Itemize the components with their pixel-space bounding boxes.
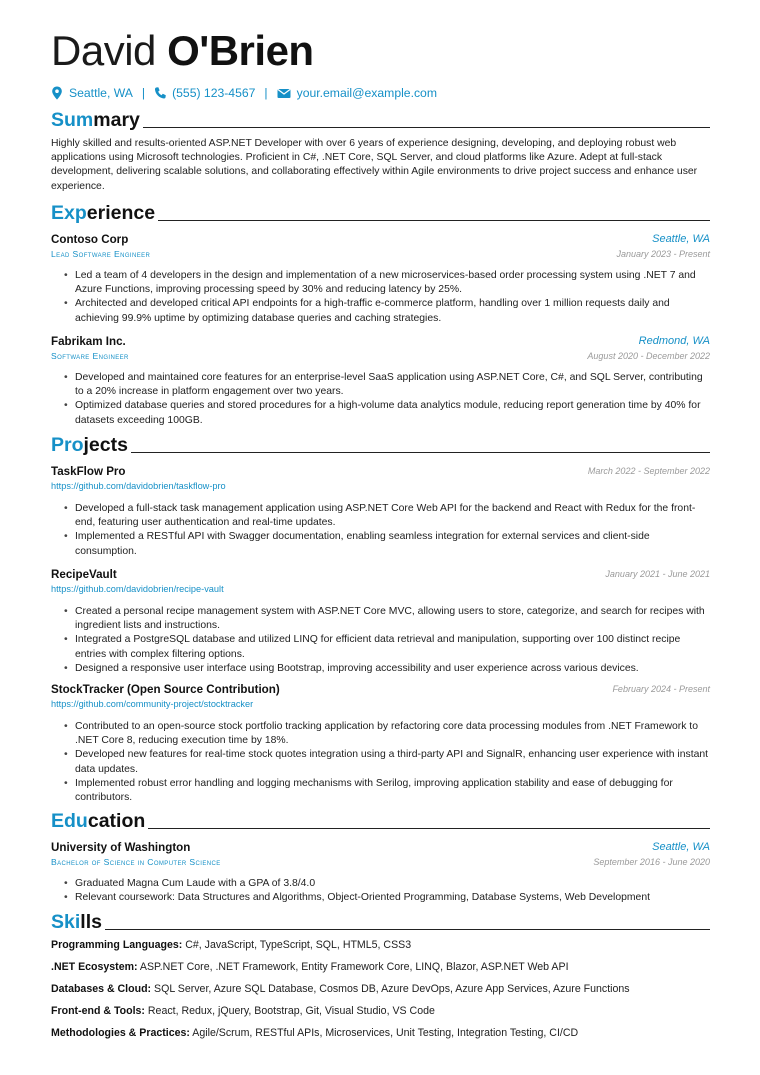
project-dates: February 2024 - Present — [612, 684, 710, 694]
job-location: Seattle, WA — [652, 233, 710, 245]
section-rule — [131, 452, 710, 453]
candidate-name — [51, 28, 314, 74]
project-name: TaskFlow Pro — [51, 465, 126, 478]
map-pin-icon — [51, 86, 63, 100]
contact-separator: | — [141, 86, 146, 100]
summary-text: Highly skilled and results-oriented ASP.NET Developer with over 6 years of experience designing, developing, and deploying robust web applications using Microsoft technologies. Proficient in C#, .NET Core, SQL Server, and cloud platforms like Azure. Adept at full-stack development, delivering scalable solutions, and collaborating effectively within Agile environments to drive project success and enhance user experience. — [51, 138, 698, 192]
skill-value: C#, JavaScript, TypeScript, SQL, HTML5, CSS3 — [185, 939, 412, 951]
heading-accent: Edu — [51, 810, 88, 832]
section-rule — [158, 220, 710, 221]
job-dates: August 2020 - December 2022 — [587, 351, 710, 361]
heading-rest: erience — [86, 202, 156, 224]
last-name: O'Brien — [167, 27, 314, 74]
experience-bullets — [64, 269, 710, 326]
projects-heading — [51, 432, 710, 456]
company-name: Contoso Corp — [51, 233, 129, 246]
section-rule — [105, 929, 710, 930]
list-item: • Contributed to an open-source stock portfolio tracking application by refactoring core data processing modules from .NET Framework to .NET Core 8, reducing execution time by 18%. — [64, 720, 710, 748]
skill-row — [51, 982, 630, 996]
list-item: • Created a personal recipe management system with ASP.NET Core MVC, allowing users to store, categorize, and search for recipes with ingredient lists and instructions. — [64, 605, 710, 633]
heading-accent: Pro — [51, 434, 84, 456]
skill-value: React, Redux, jQuery, Bootstrap, Git, Visual Studio, VS Code — [147, 1005, 435, 1017]
first-name: David — [51, 27, 156, 74]
skill-label: Programming Languages: — [51, 939, 183, 951]
list-item: • Developed and maintained core features for an enterprise-level SaaS application using ASP.NET Core, C#, and SQL Server, contributing to a 20% increase in platform engagement over two years. — [64, 371, 710, 399]
school-name: University of Washington — [51, 841, 191, 854]
email-link[interactable]: your.email@example.com — [296, 86, 437, 100]
list-item: • Relevant coursework: Data Structures and Algorithms, Object-Oriented Programming, Database Systems, Web Development — [64, 891, 710, 905]
list-item: • Optimized database queries and stored procedures for a high-volume data analytics module, reducing report generation time by 40% for datasets exceeding 100GB. — [64, 399, 710, 427]
heading-rest: jects — [83, 434, 128, 456]
contact-line — [51, 85, 437, 101]
list-item: • Graduated Magna Cum Laude with a GPA of 3.8/4.0 — [64, 877, 710, 891]
experience-heading — [51, 200, 710, 224]
heading-rest: cation — [87, 810, 146, 832]
list-item: • Developed new features for real-time stock quotes integration using a third-party API and SignalR, enhancing user experience with instant data updates. — [64, 748, 710, 776]
skill-row — [51, 1004, 435, 1018]
experience-bullets — [64, 371, 710, 428]
skill-value: Agile/Scrum, RESTful APIs, Microservices, Unit Testing, Integration Testing, CI/CD — [192, 1027, 579, 1039]
education-dates: September 2016 - June 2020 — [593, 857, 710, 867]
project-entry-header — [51, 567, 710, 597]
skill-row — [51, 1026, 578, 1040]
education-heading — [51, 808, 710, 832]
project-bullets — [64, 605, 710, 676]
location-text: Seattle, WA — [69, 86, 133, 100]
skill-value: SQL Server, Azure SQL Database, Cosmos DB, Azure DevOps, Azure App Services, Azure Functions — [154, 983, 630, 995]
education-bullets — [64, 877, 710, 905]
envelope-icon — [277, 86, 291, 100]
job-dates: January 2023 - Present — [616, 249, 710, 259]
list-item: • Integrated a PostgreSQL database and utilized LINQ for efficient data retrieval and manipulation, supporting over 100 distinct recipe entries with complex filtering options. — [64, 633, 710, 661]
list-item: • Developed a full-stack task management application using ASP.NET Core Web API for the backend and React with Redux for the front-end, featuring user authentication and real-time updates. — [64, 502, 710, 530]
project-name: StockTracker (Open Source Contribution) — [51, 683, 280, 696]
heading-rest: mary — [93, 109, 140, 131]
phone-link[interactable]: (555) 123-4567 — [172, 86, 256, 100]
project-link[interactable]: https://github.com/davidobrien/taskflow-pro — [51, 481, 226, 491]
list-item: • Architected and developed critical API endpoints for a high-traffic e-commerce platform, handling over 1 million requests daily and achieving 99.9% uptime by optimizing database queries and caching strategies. — [64, 297, 710, 325]
skill-label: .NET Ecosystem: — [51, 961, 138, 973]
skill-label: Databases & Cloud: — [51, 983, 152, 995]
project-link[interactable]: https://github.com/davidobrien/recipe-vault — [51, 584, 224, 594]
skills-heading — [51, 909, 710, 933]
project-bullets — [64, 720, 710, 805]
list-item: • Led a team of 4 developers in the design and implementation of a new microservices-based order processing system using .NET 7 and Azure Functions, improving processing speed by 30% and reducing latency by 25%. — [64, 269, 710, 297]
contact-separator: | — [264, 86, 268, 100]
skill-label: Methodologies & Practices: — [51, 1027, 190, 1039]
section-rule — [143, 127, 710, 128]
list-item: • Designed a responsive user interface using Bootstrap, improving accessibility and user experience across various devices. — [64, 662, 710, 676]
heading-accent: Sum — [51, 109, 94, 131]
job-title: Lead Software Engineer — [51, 249, 151, 259]
experience-entry-header — [51, 232, 710, 262]
project-name: RecipeVault — [51, 568, 117, 581]
section-rule — [148, 828, 710, 829]
heading-accent: Ski — [51, 911, 81, 933]
heading-rest: lls — [80, 911, 102, 933]
project-link[interactable]: https://github.com/community-project/stocktracker — [51, 699, 254, 709]
skill-value: ASP.NET Core, .NET Framework, Entity Framework Core, LINQ, Blazor, ASP.NET Web API — [139, 961, 569, 973]
company-name: Fabrikam Inc. — [51, 335, 126, 348]
summary-heading — [51, 107, 710, 131]
job-location: Redmond, WA — [638, 335, 710, 347]
skill-label: Front-end & Tools: — [51, 1005, 145, 1017]
list-item: • Implemented robust error handling and logging mechanisms with Serilog, improving application stability and ease of debugging for contributors. — [64, 777, 710, 805]
phone-icon — [154, 86, 166, 100]
project-entry-header — [51, 464, 710, 494]
skill-row — [51, 960, 569, 974]
project-dates: January 2021 - June 2021 — [605, 569, 710, 579]
skill-row — [51, 938, 411, 952]
project-entry-header — [51, 682, 710, 712]
project-bullets — [64, 502, 710, 559]
job-title: Software Engineer — [51, 351, 129, 361]
heading-accent: Exp — [51, 202, 87, 224]
school-location: Seattle, WA — [652, 841, 710, 853]
education-entry-header — [51, 840, 710, 870]
project-dates: March 2022 - September 2022 — [587, 466, 710, 476]
experience-entry-header — [51, 334, 710, 364]
list-item: • Implemented a RESTful API with Swagger documentation, enabling seamless integration for external services and client-side consumption. — [64, 530, 710, 558]
degree-title: Bachelor of Science in Computer Science — [51, 857, 221, 867]
